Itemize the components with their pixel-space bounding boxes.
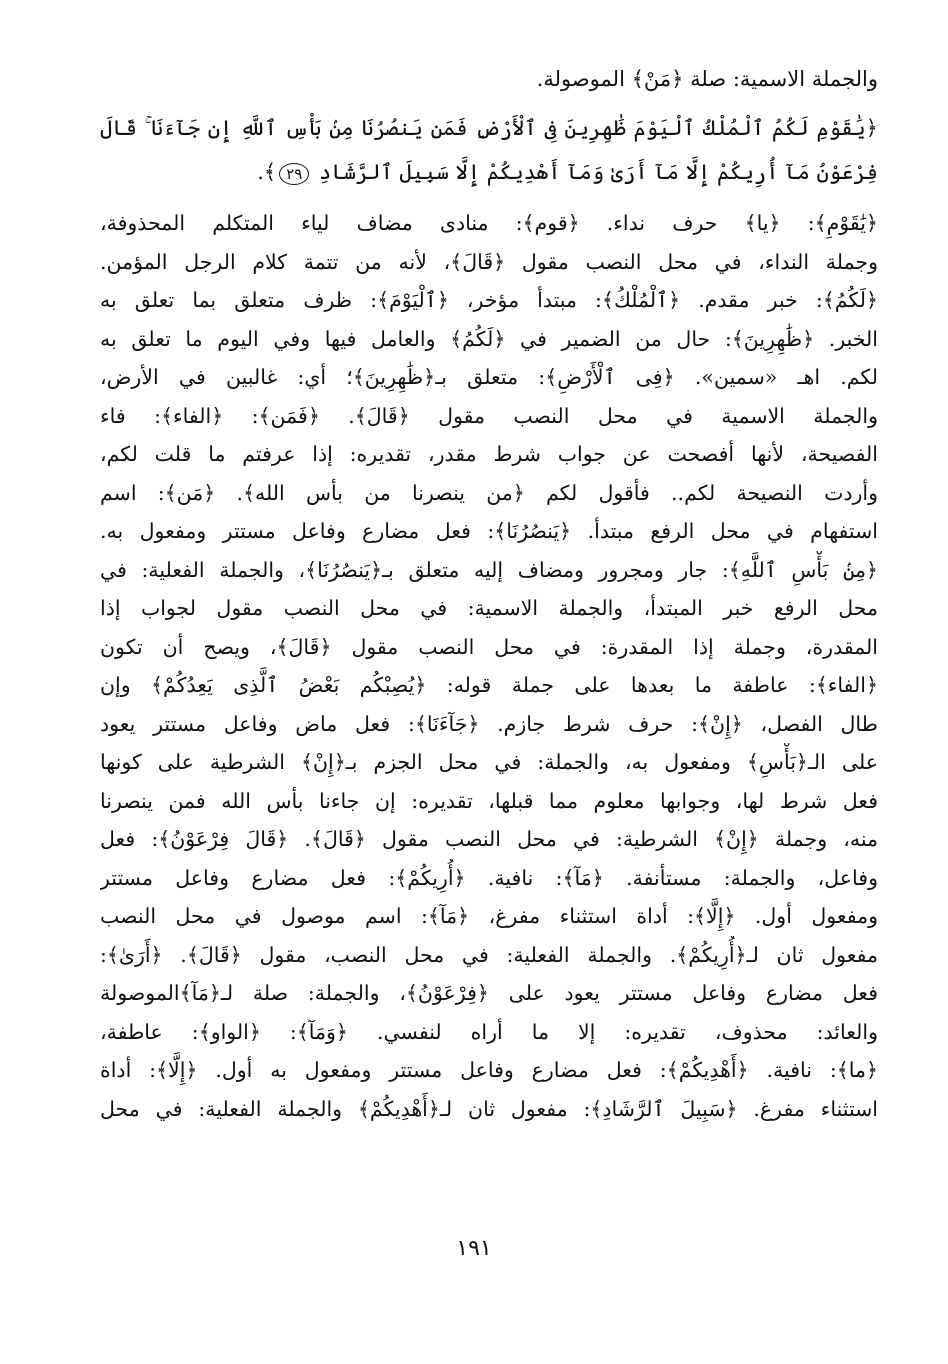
commentary-line: المقدرة، وجملة إذا المقدرة: في محل النصب مقول ﴿قَالَ﴾، ويصح أن تكون: [100, 634, 878, 659]
commentary-line: الفصيحة، لأنها أفصحت عن جواب شرط مقدر، تقديره: إذا عرفتم ما قلت لكم،: [100, 442, 878, 466]
page-number: ١٩١: [456, 1236, 492, 1261]
verse-text: ﴿يَٰقَوْمِ لَكُمُ ٱلْمُلْكُ ٱلْيَوْمَ ظَٰهِرِينَ فِى ٱلْأَرْضِ فَمَن يَنصُرُنَا مِنۢ بَأْسِ ٱللَّهِ إِن جَآءَنَا ۚ قَالَ فِرْعَوْنُ مَآ أُرِيكُمْ إِلَّا مَآ أَرَىٰ وَمَآ أَهْدِيكُمْ إِلَّا سَبِيلَ ٱلرَّشَادِ: [100, 116, 878, 184]
commentary-line: فعل شرط لها، وجوابها معلوم مما قبلها، تقديره: إن جاءنا بأس الله فمن ينصرنا: [100, 788, 878, 813]
commentary-line: ﴿لَكُمُ﴾: خبر مقدم. ﴿ٱلْمُلْكُ﴾: مبتدأ مؤخر، ﴿ٱلْيَوْمَ﴾: ظرف متعلق بما تعلق به: [100, 288, 878, 312]
commentary-line: ﴿الفاء﴾: عاطفة ما بعدها على جملة قوله: ﴿يُصِبْكُم بَعْضُ ٱلَّذِى يَعِدُكُمْ﴾ وإن: [100, 673, 878, 697]
verse-close: ﴾.: [257, 160, 277, 184]
commentary-line: والجملة الاسمية في محل النصب مقول ﴿قَالَ﴾. ﴿فَمَن﴾: ﴿الفاء﴾: فاء: [100, 403, 878, 428]
commentary-line: طال الفصل، ﴿إِنْ﴾: حرف شرط جازم. ﴿جَآءَنَا﴾: فعل ماض وفاعل مستتر يعود: [100, 711, 878, 736]
commentary-text: [100, 204, 878, 1128]
commentary-line: مفعول ثان لـ﴿أُرِيكُمْ﴾. والجملة الفعلية: في محل النصب، مقول ﴿قَالَ﴾. ﴿أَرَىٰ﴾:: [100, 942, 878, 967]
commentary-line: ﴿ما﴾: نافية. ﴿أَهْدِيكُمْ﴾: فعل مضارع وفاعل مستتر ومفعول به أول. ﴿إِلَّا﴾: أداة: [100, 1058, 878, 1082]
page-content: [100, 60, 878, 1128]
commentary-line: ومفعول أول. ﴿إِلَّا﴾: أداة استثناء مفرغ، ﴿مَآ﴾: اسم موصول في محل النصب: [100, 904, 878, 928]
commentary-line: محل الرفع خبر المبتدأ، والجملة الاسمية: في محل النصب مقول لجواب إذا: [100, 596, 878, 620]
intro-line: والجملة الاسمية: صلة ﴿مَنْ﴾ الموصولة.: [536, 67, 878, 91]
commentary-line: وفاعل، والجملة: مستأنفة. ﴿مَآ﴾: نافية. ﴿أُرِيكُمْ﴾: فعل مضارع وفاعل مستتر: [100, 865, 878, 890]
verse-number: ٢٩: [279, 163, 309, 185]
commentary-line: على الـ﴿بَأْسِ﴾ ومفعول به، والجملة: في محل الجزم بـ﴿إِنْ﴾ الشرطية على كونها: [100, 750, 878, 774]
commentary-line: ﴿مِنۢ بَأْسِ ٱللَّهِ﴾: جار ومجرور ومضاف إليه متعلق بـ﴿يَنصُرُنَا﴾، والجملة الفعلية: في: [100, 557, 878, 582]
commentary-line: وجملة النداء، في محل النصب مقول ﴿قَالَ﴾، لأنه من تتمة كلام الرجل المؤمن.: [100, 249, 878, 274]
commentary-line: استفهام في محل الرفع مبتدأ. ﴿يَنصُرُنَا﴾: فعل مضارع وفاعل مستتر ومفعول به.: [100, 519, 878, 543]
commentary-line: لكم. اهـ «سمين». ﴿فِى ٱلْأَرْضِ﴾: متعلق بـ﴿ظَٰهِرِينَ﴾؛ أي: غالبين في الأرض،: [100, 365, 878, 389]
commentary-line: ﴿يَٰقَوْمِ﴾: ﴿يا﴾ حرف نداء. ﴿قوم﴾: منادى مضاف لياء المتكلم المحذوفة،: [100, 211, 878, 235]
commentary-line: منه، وجملة ﴿إِنْ﴾ الشرطية: في محل النصب مقول ﴿قَالَ﴾. ﴿قَالَ فِرْعَوْنُ﴾: فعل: [100, 827, 878, 851]
quran-verse: [100, 106, 878, 194]
commentary-line: الخبر. ﴿ظَٰهِرِينَ﴾: حال من الضمير في ﴿لَكُمُ﴾ والعامل فيها وفي اليوم ما تعلق به: [100, 326, 878, 351]
commentary-line: والعائد: محذوف، تقديره: إلا ما أراه لنفسي. ﴿وَمَآ﴾: ﴿الواو﴾: عاطفة،: [100, 1019, 878, 1044]
commentary-line: فعل مضارع وفاعل مستتر يعود على ﴿فِرْعَوْنُ﴾، والجملة: صلة لـ﴿مَآ﴾الموصولة: [100, 981, 878, 1005]
commentary-line: وأردت النصيحة لكم.. فأقول لكم ﴿من ينصرنا من بأس الله﴾. ﴿مَن﴾: اسم: [100, 480, 878, 505]
commentary-line: استثناء مفرغ. ﴿سَبِيلَ ٱلرَّشَادِ﴾: مفعول ثان لـ﴿أَهْدِيكُمْ﴾ والجملة الفعلية: في محل: [100, 1096, 878, 1121]
